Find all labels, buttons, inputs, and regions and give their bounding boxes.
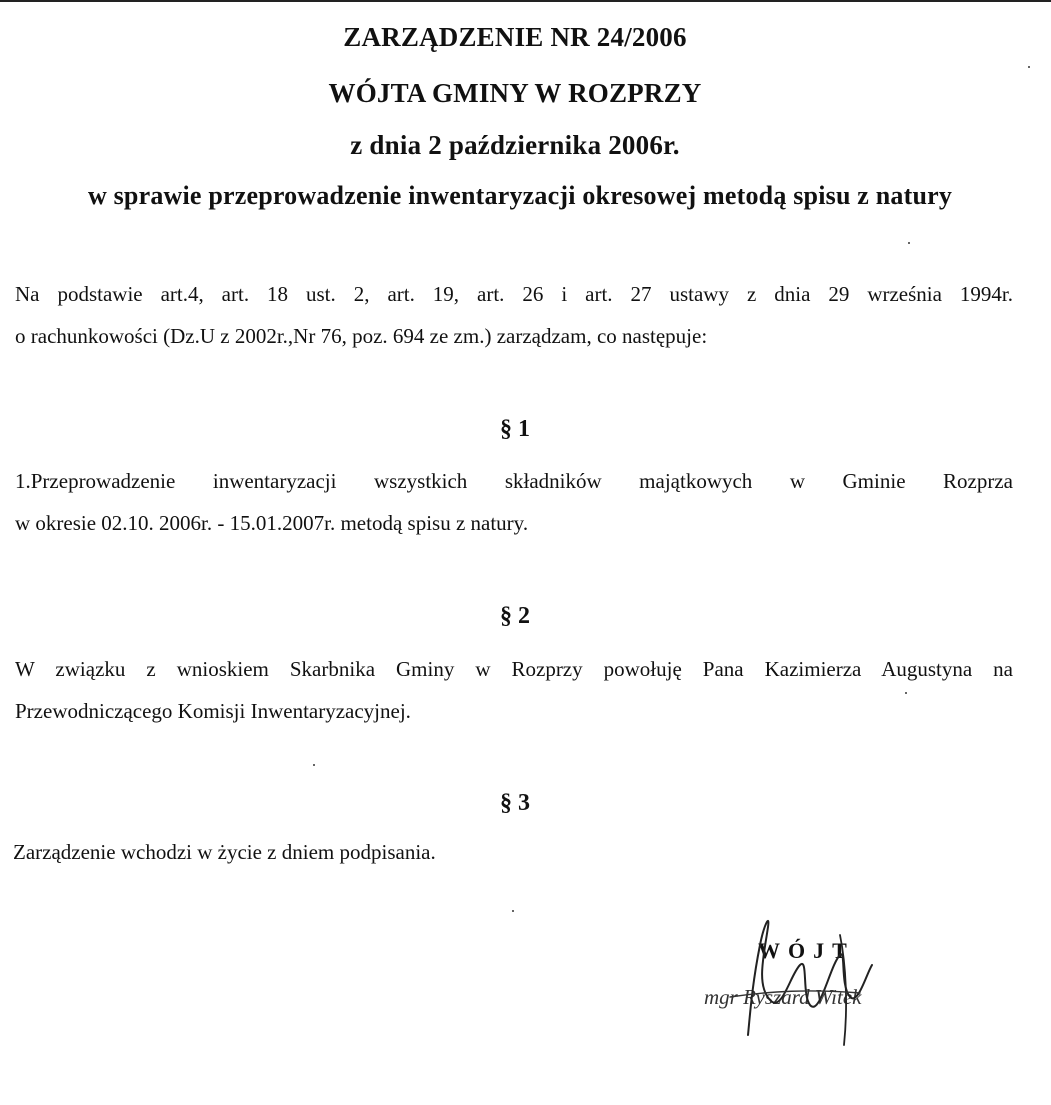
legal-basis-paragraph	[15, 273, 1013, 357]
handwritten-signature	[690, 905, 920, 1055]
paragraph-line: W związku z wnioskiem Skarbnika Gminy w Rozprzy powołuję Pana Kazimierza Augustyna na	[15, 657, 1013, 681]
signature-name: mgr Ryszard Witek	[704, 985, 862, 1009]
document-subject: w sprawie przeprowadzenie inwentaryzacji okresowej metodą spisu z natury	[87, 181, 953, 210]
paragraph-line: 1.Przeprowadzenie inwentaryzacji wszystkich składników majątkowych w Gminie Rozprza	[15, 469, 1013, 493]
paragraph-line: Zarządzenie wchodzi w życie z dniem podpisania.	[13, 840, 436, 864]
document-issuer: WÓJTA GMINY W ROZPRZY	[328, 78, 702, 108]
section-heading-1: § 1	[500, 416, 530, 442]
paragraph-line: o rachunkowości (Dz.U z 2002r.,Nr 76, poz. 694 ze zm.) zarządzam, co następuje:	[15, 324, 708, 348]
section-1-text	[15, 460, 1013, 544]
scan-speck	[313, 764, 315, 766]
scan-speck	[512, 910, 514, 912]
section-3-text	[13, 831, 1011, 873]
section-heading-3: § 3	[500, 790, 530, 816]
signature-title: WÓJT	[758, 938, 855, 963]
paragraph-line: Na podstawie art.4, art. 18 ust. 2, art. 19, art. 26 i art. 27 ustawy z dnia 29 września 1994r.	[15, 282, 1013, 306]
document-date: z dnia 2 października 2006r.	[350, 130, 680, 160]
paragraph-line: Przewodniczącego Komisji Inwentaryzacyjnej.	[15, 699, 411, 723]
scan-speck	[908, 242, 910, 244]
top-border-line	[0, 0, 1051, 2]
section-heading-2: § 2	[500, 603, 530, 629]
paragraph-line: w okresie 02.10. 2006r. - 15.01.2007r. metodą spisu z natury.	[15, 511, 529, 535]
section-2-text	[15, 648, 1013, 732]
scan-speck	[1028, 66, 1030, 68]
scan-speck	[905, 692, 907, 694]
document-title: ZARZĄDZENIE NR 24/2006	[343, 22, 687, 52]
